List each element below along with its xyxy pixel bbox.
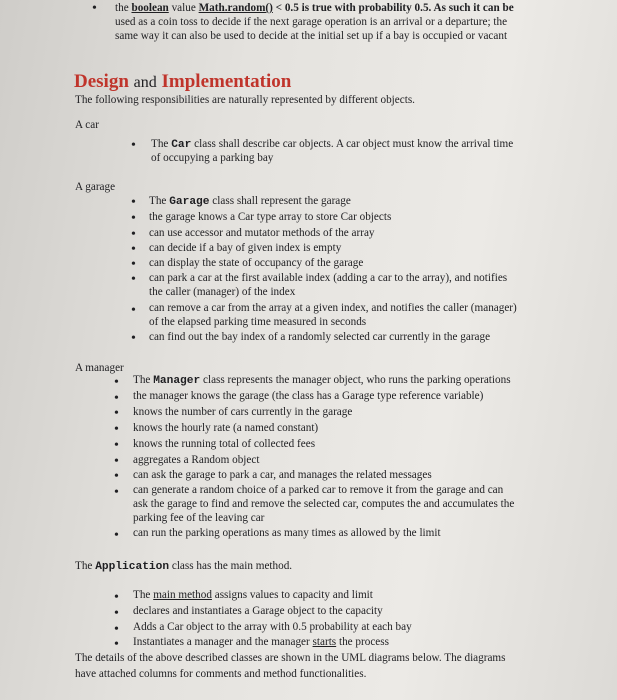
manager-bullet-8: can generate a random choice of a parked car to remove it from the garage and can xyxy=(133,484,504,496)
garage-bullet-1: The Garage class shall represent the garage xyxy=(149,195,351,208)
garage-bullet-2: the garage knows a Car type array to store Car objects xyxy=(149,211,392,223)
manager-bullet-2: the manager knows the garage (the class has a Garage type reference variable) xyxy=(133,390,484,402)
bullet: • xyxy=(131,257,136,272)
closing-line-2: have attached columns for comments and method functionalities. xyxy=(75,668,367,680)
coin-line-3: same way it can also be used to decide at the initial set up if a bay is occupied or vacant xyxy=(115,30,508,42)
coin-line-2: used as a coin toss to decide if the next garage operation is an arrival or a departure; the xyxy=(115,16,508,28)
bullet: • xyxy=(114,590,119,605)
bullet: • xyxy=(114,422,119,437)
bullet: • xyxy=(114,469,119,484)
bullet: • xyxy=(114,454,119,469)
bullet: • xyxy=(92,1,97,16)
bullet: • xyxy=(131,138,136,153)
math-random-term: Math.random() xyxy=(198,2,273,14)
manager-bullet-6: aggregates a Random object xyxy=(133,454,260,466)
application-bullet-4: Instantiates a manager and the manager starts the process xyxy=(133,636,389,648)
manager-bullet-9: can run the parking operations as many times as allowed by the limit xyxy=(133,527,441,539)
manager-bullet-4: knows the hourly rate (a named constant) xyxy=(133,422,319,434)
bullet: • xyxy=(114,528,119,543)
manager-label: A manager xyxy=(75,362,124,374)
car-label: A car xyxy=(75,119,99,131)
garage-bullet-6: can park a car at the first available index (adding a car to the array), and notifies xyxy=(149,272,508,284)
garage-bullet-6-cont: the caller (manager) of the index xyxy=(149,286,296,298)
class-name-manager: Manager xyxy=(153,375,201,387)
bullet: • xyxy=(114,391,119,406)
car-bullet-1-cont: of occupying a parking bay xyxy=(151,152,274,164)
bullet: • xyxy=(114,485,119,500)
bullet: • xyxy=(114,606,119,621)
manager-bullet-3: knows the number of cars currently in the garage xyxy=(133,406,353,418)
class-name-car: Car xyxy=(171,139,192,151)
closing-line-1: The details of the above described classes are shown in the UML diagrams below. The diagrams xyxy=(75,652,506,664)
garage-bullet-8: can find out the bay index of a randomly selected car currently in the garage xyxy=(149,331,491,343)
class-name-garage: Garage xyxy=(169,196,210,208)
bullet: • xyxy=(131,303,136,318)
garage-bullet-4: can decide if a bay of given index is empty xyxy=(149,242,342,254)
manager-bullet-8-cont-2: parking fee of the leaving car xyxy=(133,512,265,524)
bullet: • xyxy=(131,195,136,210)
manager-bullet-5: knows the running total of collected fees xyxy=(133,438,316,450)
starts-term: starts xyxy=(312,636,337,648)
bullet: • xyxy=(114,375,119,390)
garage-label: A garage xyxy=(75,181,116,193)
bullet: • xyxy=(114,622,119,637)
manager-bullet-8-cont-1: ask the garage to find and remove the selected car, computes the and accumulates the xyxy=(133,498,515,510)
bullet: • xyxy=(131,242,136,257)
class-name-application: Application xyxy=(95,561,170,573)
bullet: • xyxy=(131,211,136,226)
section-heading: Design and Implementation xyxy=(74,71,292,92)
main-method-term: main method xyxy=(153,589,212,601)
garage-bullet-5: can display the state of occupancy of the garage xyxy=(149,257,364,269)
bullet: • xyxy=(114,438,119,453)
bullet: • xyxy=(131,272,136,287)
coin-line-1: the boolean value Math.random() < 0.5 is true with probability 0.5. As such it can be xyxy=(115,2,514,14)
bullet: • xyxy=(131,331,136,346)
boolean-term: boolean xyxy=(131,2,169,14)
manager-bullet-7: can ask the garage to park a car, and manages the related messages xyxy=(133,469,432,481)
application-bullet-1: The main method assigns values to capacity and limit xyxy=(133,589,373,601)
bullet: • xyxy=(114,637,119,652)
garage-bullet-7-cont: of the elapsed parking time measured in seconds xyxy=(149,316,367,328)
bullet: • xyxy=(131,227,136,242)
application-bullet-2: declares and instantiates a Garage object to the capacity xyxy=(133,605,383,617)
bullet: • xyxy=(114,406,119,421)
manager-bullet-1: The Manager class represents the manager object, who runs the parking operations xyxy=(133,374,511,387)
application-intro: The Application class has the main method. xyxy=(75,560,293,573)
intro-text: The following responsibilities are naturally represented by different objects. xyxy=(75,94,415,106)
application-bullet-3: Adds a Car object to the array with 0.5 probability at each bay xyxy=(133,621,412,633)
garage-bullet-7: can remove a car from the array at a given index, and notifies the caller (manager) xyxy=(149,302,517,314)
garage-bullet-3: can use accessor and mutator methods of the array xyxy=(149,227,375,239)
car-bullet-1: The Car class shall describe car objects. A car object must know the arrival time xyxy=(151,138,514,151)
